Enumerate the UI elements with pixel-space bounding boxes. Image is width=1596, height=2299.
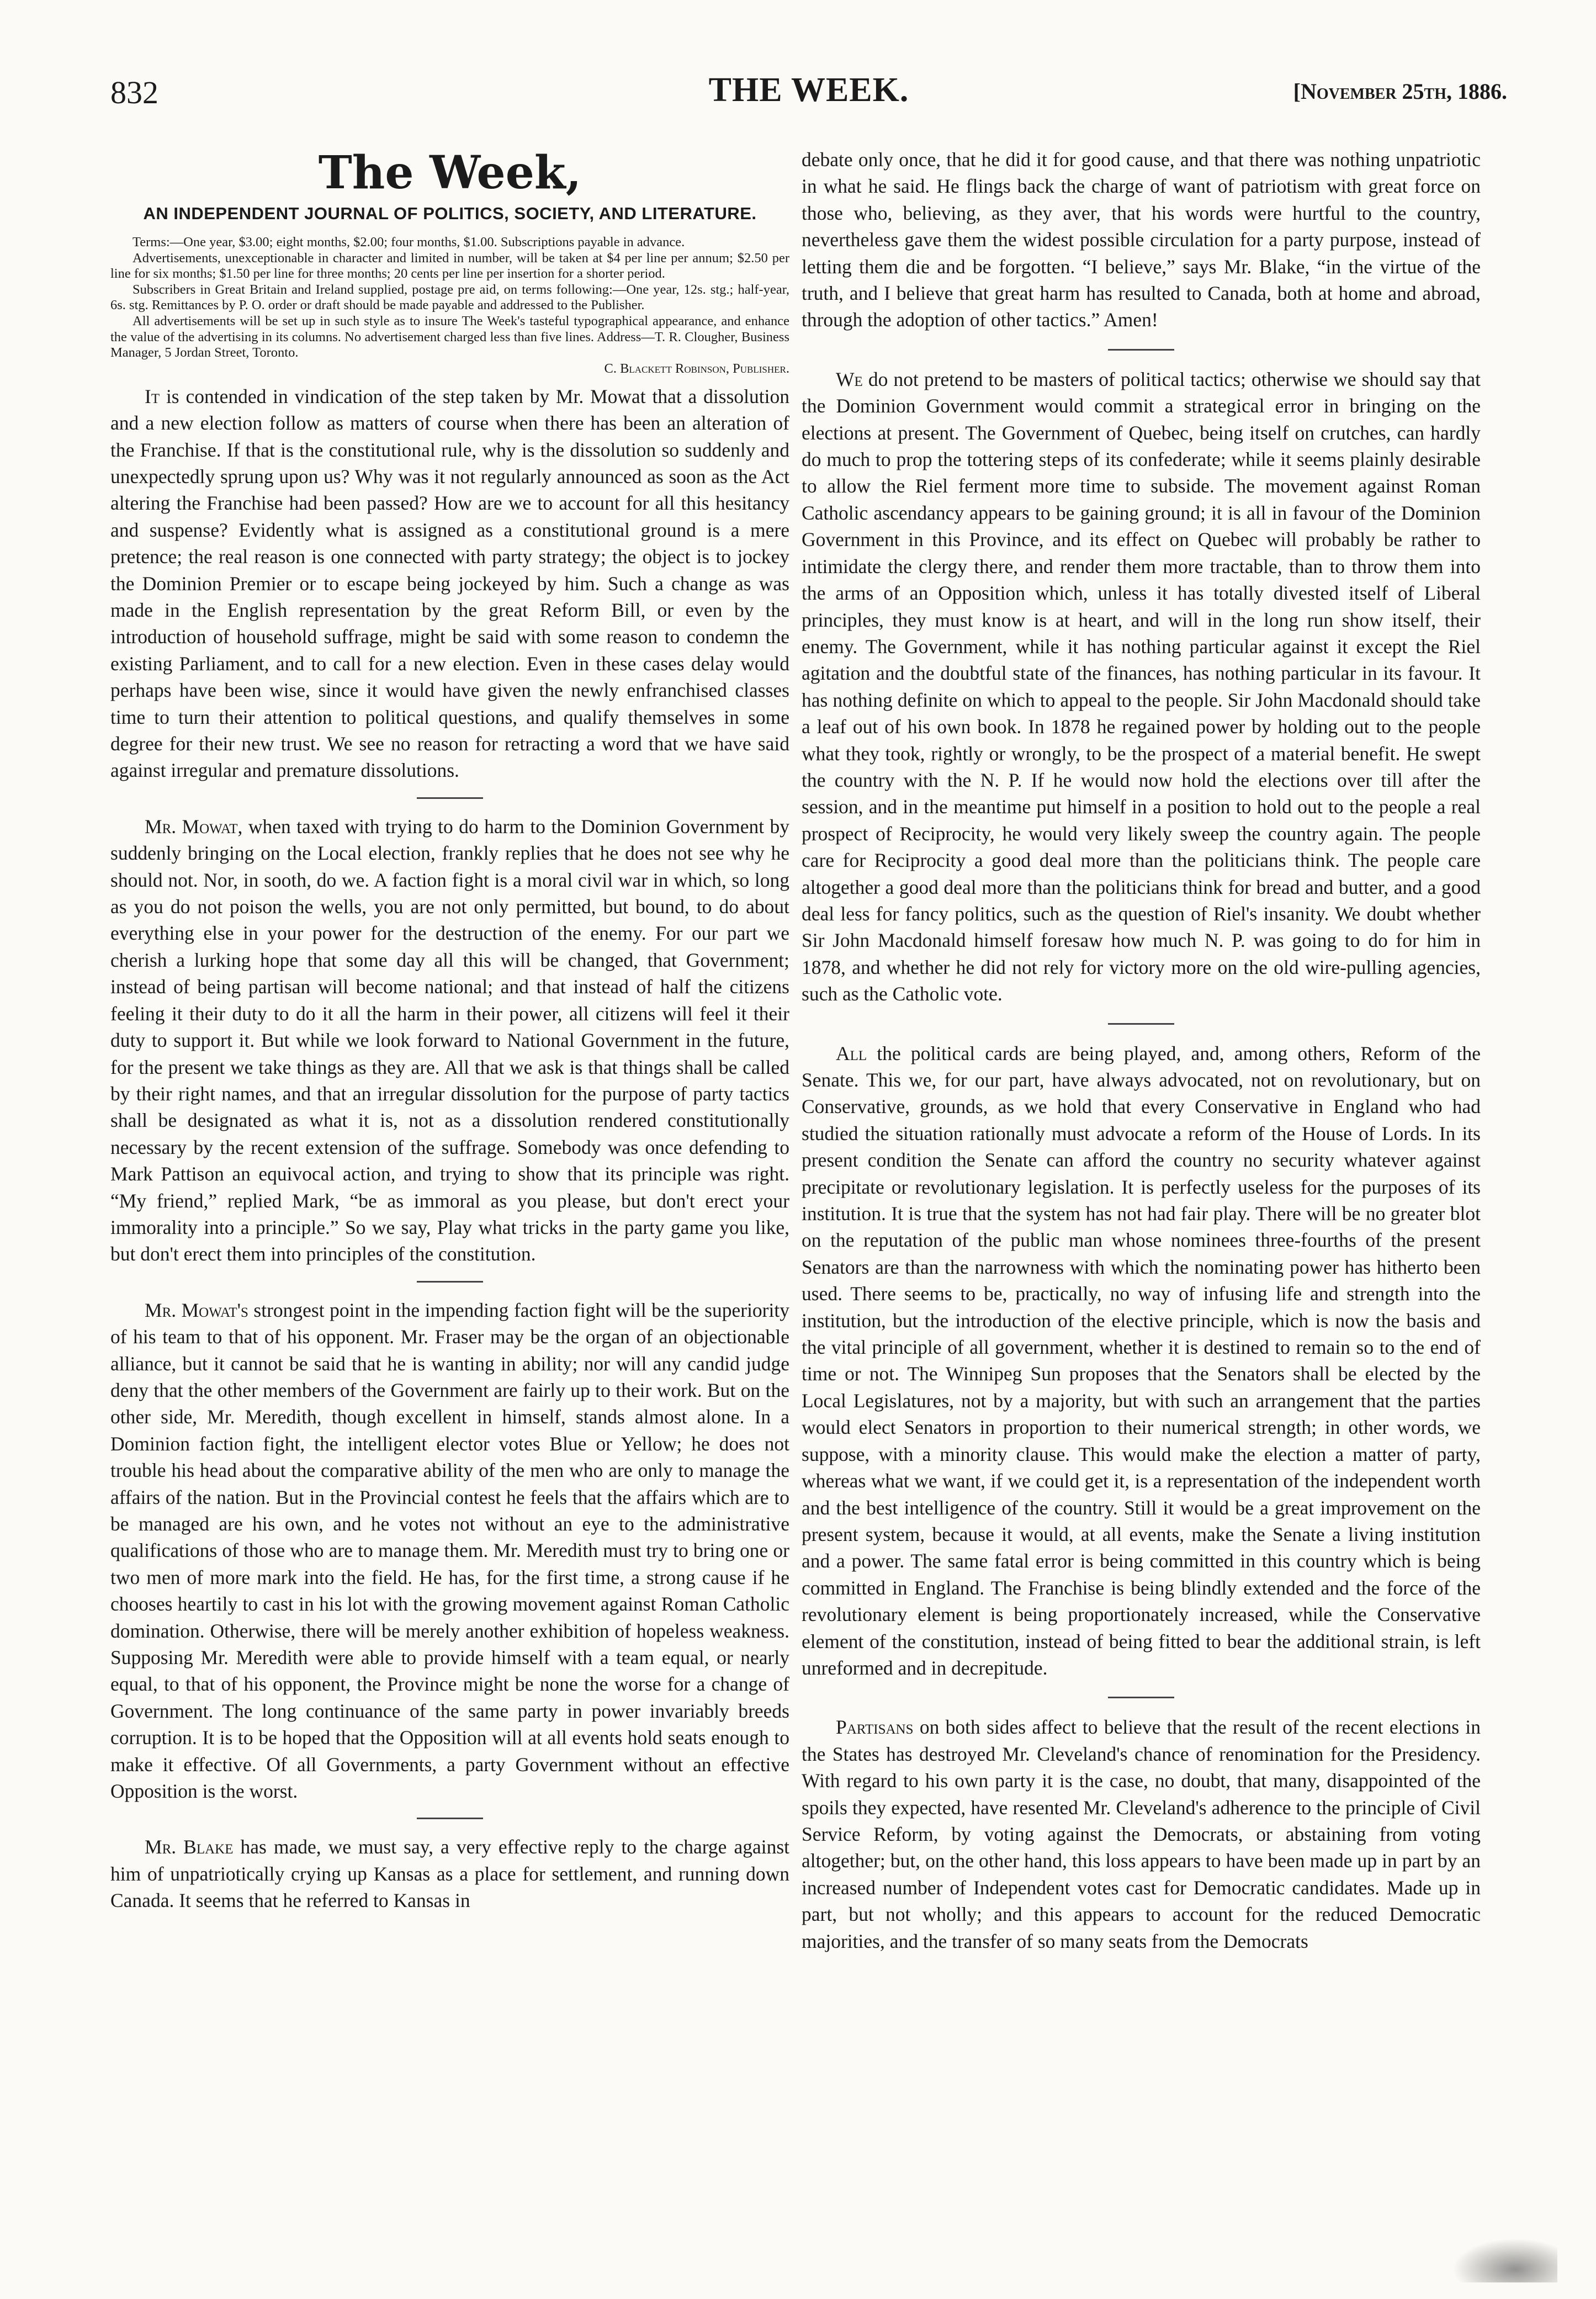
section-rule <box>1108 1697 1174 1698</box>
article-text: strongest point in the impending faction fight will be the superiority of his team to that of his opponent. Mr. Fraser may be the organ of an objectionable alliance, but it cannot be said that he is wanting in ability; nor will any candid judge deny that the other members of the Government are fairly up to their work. But on the other side, Mr. Meredith, though excellent in himself, stands almost alone. In a Dominion faction fight, the intelligent elector votes Blue or Yellow; he does not trouble his head about the comparative ability of the men who are only to manage the affairs of the nation. But in the Provincial contest he feels that the affairs which are to be managed are his own, and he votes not without an eye to the administrative qualifications of those who are to manage them. Mr. Meredith must try to bring one or two men of more mark into the field. He has, for the first time, a strong cause if he chooses heartily to cast in his lot with the growing movement against Roman Catholic domination. Otherwise, there will be merely another exhibition of hopeless weakness. Supposing Mr. Meredith were able to provide himself with a team equal, or nearly equal, to that of his opponent, the Province might be none the worse for a change of Government. The long continuance of the same party in power invariably breeds corruption. It is to be hoped that the Opposition will at all events hold seats enough to make it effective. Of all Governments, a party Government without an effective Opposition is the worst. <box>110 1299 789 1803</box>
section-rule <box>1108 1023 1174 1025</box>
section-rule <box>1108 349 1174 351</box>
article-text: the political cards are being played, and, among others, Reform of the Senate. This we, for our part, have always advocated, not on revolutionary, but on Conservative, grounds, as we hold that every Conservative in England who had studied the situation rationally must advocate a reform of the House of Lords. In its present condition the Senate can afford the country no security whatever against precipitate or revolutionary legislation. It is perfectly useless for the purposes of its institution. It is true that the system has not had fair play. There will be no greater blot on the reputation of the public man whose nominees three-fourths of the present Senators are than the narrowness with which the nominating power has hitherto been used. There seems to be, practically, no way of infusing life and strength into the institution, but the introduction of the elective principle, which is now the basis and the vital principle of all government, whether it is destined to remain so to the end of time or not. The Winnipeg Sun proposes that the Senators shall be elected by the Local Legislatures, not by a majority, but with such an arrangement that the parties would elect Senators in proportion to their numerical strength; in other words, we suppose, with a minority clause. This would make the election a matter of party, whereas what we want, if we could get it, is a representation of the independent worth and the best intelligence of the country. Still it would be a great improvement on the present system, because it would, at all events, make the Senate a living institution and a power. The same fatal error is being committed in this country which is being committed in England. The Franchise is being blindly extended and the force of the revolutionary element is being proportionately increased, while the Conservative element of the constitution, instead of being fitted to bear the additional strain, is left unreformed and in decrepitude. <box>802 1042 1481 1679</box>
article-paragraph <box>110 813 789 1268</box>
terms-subscribers: Subscribers in Great Britain and Ireland supplied, postage pre aid, on terms following:—One year, 12s. stg.; half-year, 6s. stg. Remittances by P. O. order or draft should be made payable and addressed to the Publisher. <box>110 282 789 313</box>
masthead-subtitle: AN INDEPENDENT JOURNAL OF POLITICS, SOCIETY, AND LITERATURE. <box>143 204 757 223</box>
masthead-title: The Week, <box>318 146 582 199</box>
article-text: is contended in vindication of the step taken by Mr. Mowat that a dissolution and a new election follow as matters of course when there has been an alteration of the Franchise. If that is the constitutional rule, why is the dissolution so suddenly and unexpectedly sprung upon us? Why was it not regularly announced as soon as the Act altering the Franchise had been passed? How are we to account for all this hesitancy and suspense? Evidently what is assigned as a constitutional ground is a mere pretence; the real reason is one connected with party strategy; the object is to jockey the Dominion Premier or to escape being jockeyed by him. Such a change as was made in the English representation by the great Reform Bill, or even by the introduction of household suffrage, might be said with some reason to condemn the existing Parliament, and to call for a new election. Even in these cases delay would perhaps have been wise, since it would have given the newly enfranchised classes time to turn their attention to political questions, and qualify themselves in some degree for their new trust. We see no reason for retracting a word that we have said against irregular and premature dissolutions. <box>110 385 789 782</box>
issue-date: [November 25th, 1886. <box>1293 79 1507 104</box>
page-header <box>110 66 1507 116</box>
article-paragraph <box>802 146 1481 333</box>
section-rule <box>417 1818 483 1819</box>
left-column <box>110 146 789 1914</box>
article-paragraph <box>110 1297 789 1805</box>
publisher-signature: C. Blackett Robinson, Publisher. <box>604 361 789 376</box>
article-text: has made, we must say, a very effective reply to the charge against him of unpatriotically crying up Kansas as a place for settlement, and running down Canada. It seems that he referred to Kansas in <box>110 1836 790 1912</box>
article-paragraph <box>802 1714 1481 1954</box>
article-lead: All <box>836 1042 867 1064</box>
article-lead: We <box>836 368 863 390</box>
terms-price: Terms:—One year, $3.00; eight months, $2.00; four months, $1.00. Subscriptions payable in advance. <box>132 235 685 250</box>
section-rule <box>417 1281 483 1283</box>
article-lead: Mr. Blake <box>145 1836 234 1858</box>
article-paragraph <box>110 1834 789 1914</box>
article-lead: Mr. Mowat's <box>145 1299 248 1321</box>
terms-address: All advertisements will be set up in such style as to insure The Week's tasteful typographical appearance, and enhance the value of the advertising in its columns. No advertisement charged less than five lines. Address—T. R. Clougher, Business Manager, 5 Jordan Street, Toronto. <box>110 313 789 361</box>
subscription-terms <box>110 235 789 376</box>
article-text: on both sides affect to believe that the result of the recent elections in the States has destroyed Mr. Cleveland's chance of renomination for the Presidency. With regard to his own party it is the case, no doubt, that many, disappointed of the spoils they expected, have resented Mr. Cleveland's adherence to the principle of Civil Service Reform, by voting against the Democrats, or abstaining from voting altogether; but, on the other hand, this loss appears to have been made up in part by an increased number of Independent votes cast for Democratic candidates. Made up in part, but not wholly; and this appears to account for the reduced Democratic majorities, and the transfer of so many seats from the Democrats <box>802 1716 1481 1952</box>
article-lead: It <box>145 385 160 407</box>
running-title: THE WEEK. <box>708 71 909 109</box>
article-paragraph <box>802 366 1481 1008</box>
article-text: debate only once, that he did it for good cause, and that there was nothing unpatriotic in what he said. He flings back the charge of want of patriotism with great force on those who, believing, as they aver, that his words were hurtful to the country, nevertheless gave them the widest possible circulation for a party purpose, instead of letting them die and be forgotten. “I believe,” says Mr. Blake, “in the virtue of the truth, and I believe that great harm has resulted to Canada, both at home and abroad, through the adoption of other tactics.” Amen! <box>802 149 1481 331</box>
article-text: do not pretend to be masters of political tactics; otherwise we should say that the Dominion Government would commit a strategical error in bringing on the elections at present. The Government of Quebec, being itself on crutches, can hardly do much to prop the tottering steps of its confederate; while it seems plainly desirable to allow the Riel ferment more time to subside. The movement against Roman Catholic ascendancy appears to be gaining ground; it is all in favour of the Dominion Government in this Province, and its effect on Quebec will probably be rather to intimidate the clergy there, and render them more tractable, than to throw them into the arms of an Opposition which, unless it has totally divested itself of Liberal principles, they must know is at heart, and will in the long run show itself, their enemy. The Government, while it has nothing particular against it except the Riel agitation and the doubtful state of the finances, has nothing particular in its favour. It has nothing definite on which to appeal to the people. Sir John Macdonald should take a leaf out of his own book. In 1878 he regained power by holding out to the people what they took, rightly or wrongly, to be the prospect of a material benefit. He swept the country with the N. P. If he would now hold the elections over till after the session, and in the meantime put himself in a position to hold out to the people a real prospect of Reciprocity, he would very likely sweep the country again. The people care for Reciprocity a good deal more than the politicians think. The people care altogether a good deal more than the politicians think for bread and butter, and a good deal less for fancy politics, such as the question of Riel's insanity. We doubt whether Sir John Macdonald himself foresaw how much N. P. was going to do for him in 1878, and whether he did not rely for victory more on the old wire-pulling agencies, such as the Catholic vote. <box>802 368 1481 1005</box>
page-number: 832 <box>110 75 158 110</box>
article-lead: Partisans <box>836 1716 914 1739</box>
article-text: when taxed with trying to do harm to the Dominion Government by suddenly bringing on the Local election, frankly replies that he does not see why he should not. Nor, in sooth, do we. A faction fight is a moral civil war in which, so long as you do not poison the wells, you are not only permitted, but bound, to do about everything else in your power for the destruction of the enemy. For our part we cherish a lurking hope that some day all this will be changed, that Government; instead of being partisan will become national; and that instead of half the citizens feeling it their duty to do it all the harm in their power, all citizens will feel it their duty to support it. But while we look forward to National Government in the future, for the present we take things as they are. All that we ask is that things shall be called by their right names, and that an irregular dissolution for the purpose of party tactics shall be designated as what it is, not as a dissolution rendered constitutionally necessary by the recent extension of the suffrage. Somebody was once defending to Mark Pattison an equivocal action, and trying to show that its principle was right. “My friend,” replied Mark, “be as immoral as you please, but don't erect your immorality into a principle.” So we say, Play what tricks in the party game you like, but don't erect them into principles of the constitution. <box>110 815 789 1265</box>
scan-smudge <box>1452 2238 1557 2282</box>
section-rule <box>417 797 483 799</box>
article-lead: Mr. Mowat, <box>145 815 243 838</box>
article-paragraph <box>110 383 789 784</box>
terms-advertisements: Advertisements, unexceptionable in character and limited in number, will be taken at $4 per line per annum; $2.50 per line for six months; $1.50 per line for three months; 20 cents per line per insertion for a shorter period. <box>110 250 789 282</box>
article-paragraph <box>802 1040 1481 1682</box>
right-column <box>802 146 1481 1954</box>
